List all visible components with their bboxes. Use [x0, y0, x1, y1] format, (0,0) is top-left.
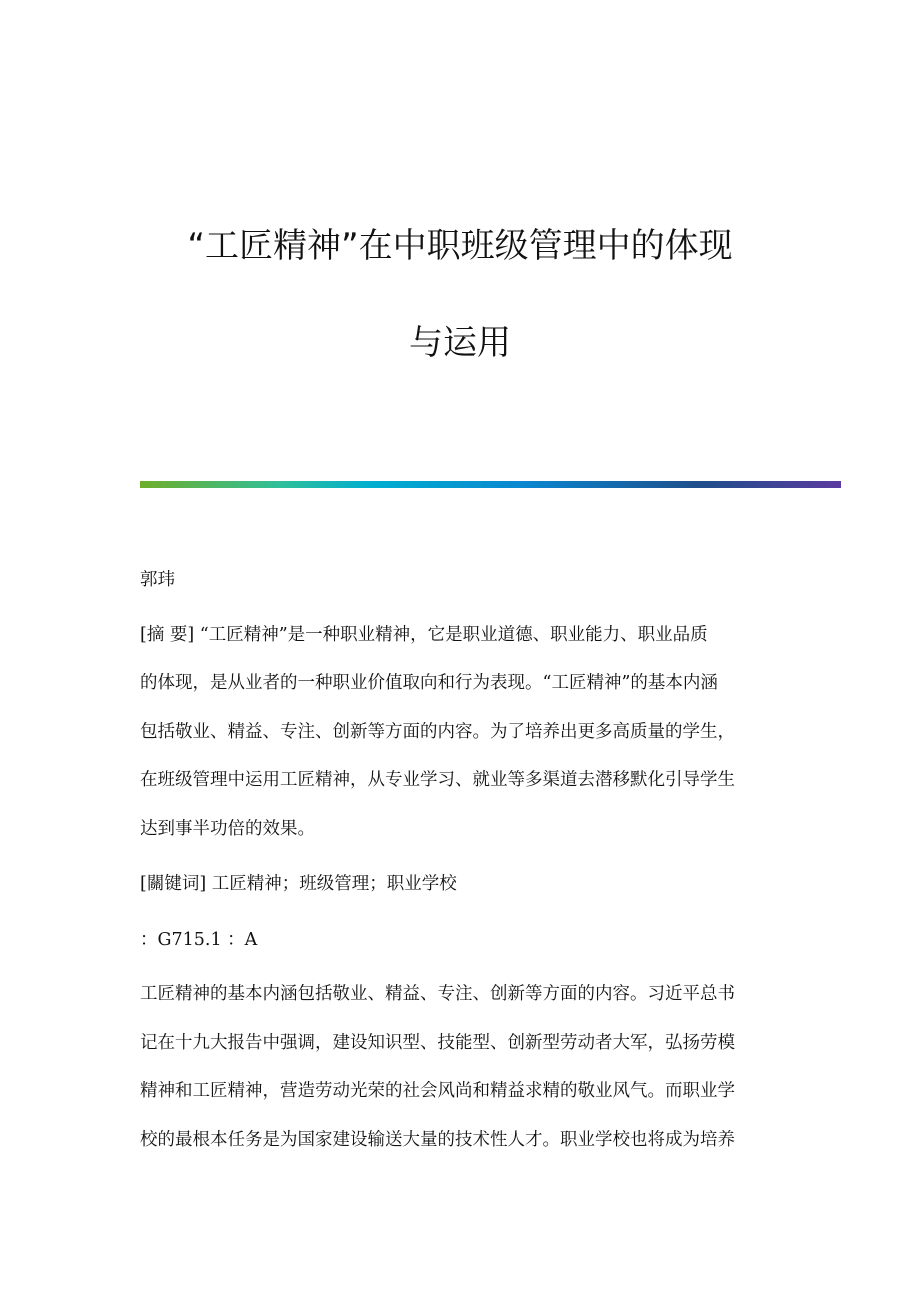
body-line: 精神和工匠精神，营造劳动光荣的社会风尚和精益求精的敬业风气。而职业学 — [140, 1081, 735, 1101]
author: 郭玮 — [140, 570, 175, 590]
abstract-line: 的体现，是从业者的一种职业价值取向和行为表现。“工匠精神”的基本内涵 — [140, 673, 718, 693]
body-line: 记在十九大报告中强调，建设知识型、技能型、创新型劳动者大军，弘扬劳模 — [140, 1033, 735, 1053]
classification-code: ：G715.1 ：A — [140, 930, 258, 950]
document-title-line-2: 与运用 — [409, 323, 511, 363]
body-line: 校的最根本任务是为国家建设输送大量的技术性人才。职业学校也将成为培养 — [140, 1130, 735, 1150]
title-divider — [140, 481, 841, 488]
abstract-line: 达到事半功倍的效果。 — [140, 819, 315, 839]
body-line: 工匠精神的基本内涵包括敬业、精益、专注、创新等方面的内容。习近平总书 — [140, 984, 735, 1004]
abstract-line: 包括敬业、精益、专注、创新等方面的内容。为了培养出更多高质量的学生， — [140, 722, 735, 742]
keywords: [關键词] 工匠精神；班级管理；职业学校 — [140, 874, 457, 894]
abstract-line: [摘 要] “工匠精神”是一种职业精神，它是职业道德、职业能力、职业品质 — [140, 625, 708, 645]
abstract-line: 在班级管理中运用工匠精神，从专业学习、就业等多渠道去潜移默化引导学生 — [140, 770, 735, 790]
document-title-line-1: “工匠精神”在中职班级管理中的体现 — [187, 226, 733, 266]
